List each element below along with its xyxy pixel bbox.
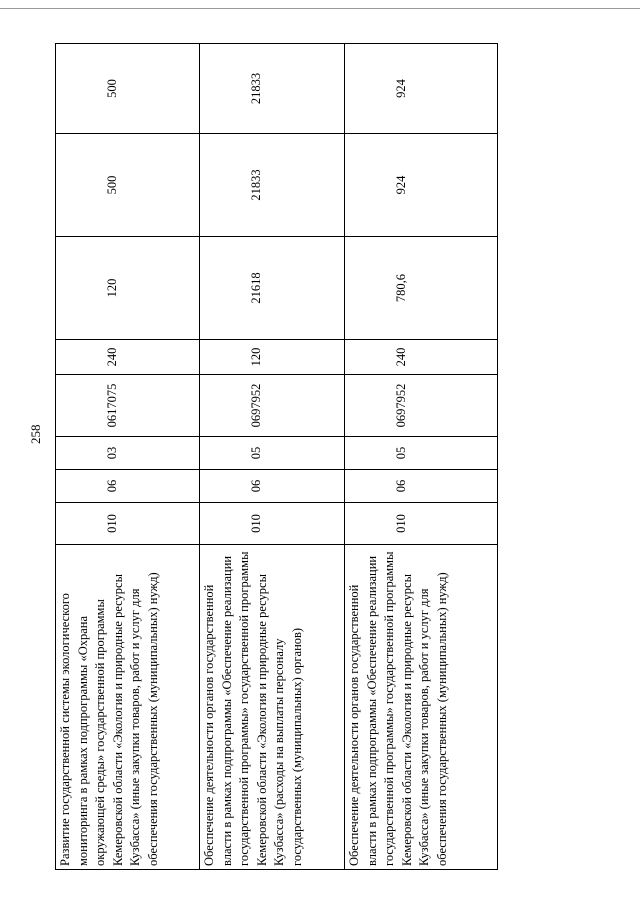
budget-table-rotated: [55, 44, 497, 870]
table-row: [345, 44, 498, 870]
row-description: Развитие государственной системы экологического мониторинга в рамках подпрограммы «Охрана окружающей среды» государственной программы Кемеровской области «Экология и природные ресурсы Кузбасса» (иные закупки товаров, работ и услуг для обеспечения государственных (муниципальных) нужд): [56, 545, 200, 870]
amount-value: 924: [345, 134, 498, 237]
section-code: 06: [56, 470, 200, 503]
ministry-code: 010: [345, 503, 498, 545]
page-number: 258: [28, 424, 43, 444]
table-row: [200, 44, 345, 870]
amount-value: 21833: [200, 44, 345, 134]
budget-table: [55, 43, 498, 870]
subsection-code: 03: [56, 437, 200, 470]
row-description: Обеспечение деятельности органов государственной власти в рамках подпрограммы «Обеспечение реализации государственной программы» государственной программы Кемеровской области «Экология и природные ресурсы Кузбасса» (иные закупки товаров, работ и услуг для обеспечения государственных (муниципальных) нужд): [345, 545, 498, 870]
table-row: [56, 44, 200, 870]
expense-type-code: 240: [345, 340, 498, 375]
row-description: Обеспечение деятельности органов государственной власти в рамках подпрограммы «Обеспечение реализации государственной программы» государственной программы Кемеровской области «Экология и природные ресурсы Кузбасса» (расходы на выплаты персоналу государственных (муниципальных) органов): [200, 545, 345, 870]
ministry-code: 010: [56, 503, 200, 545]
target-article-code: 0697952: [345, 375, 498, 437]
expense-type-code: 240: [56, 340, 200, 375]
subsection-code: 05: [345, 437, 498, 470]
amount-value: 780,6: [345, 237, 498, 340]
amount-value: 500: [56, 44, 200, 134]
subsection-code: 05: [200, 437, 345, 470]
target-article-code: 0617075: [56, 375, 200, 437]
expense-type-code: 120: [200, 340, 345, 375]
top-divider-line: [0, 8, 640, 9]
amount-value: 21833: [200, 134, 345, 237]
ministry-code: 010: [200, 503, 345, 545]
section-code: 06: [200, 470, 345, 503]
amount-value: 500: [56, 134, 200, 237]
section-code: 06: [345, 470, 498, 503]
target-article-code: 0697952: [200, 375, 345, 437]
amount-value: 924: [345, 44, 498, 134]
amount-value: 21618: [200, 237, 345, 340]
amount-value: 120: [56, 237, 200, 340]
